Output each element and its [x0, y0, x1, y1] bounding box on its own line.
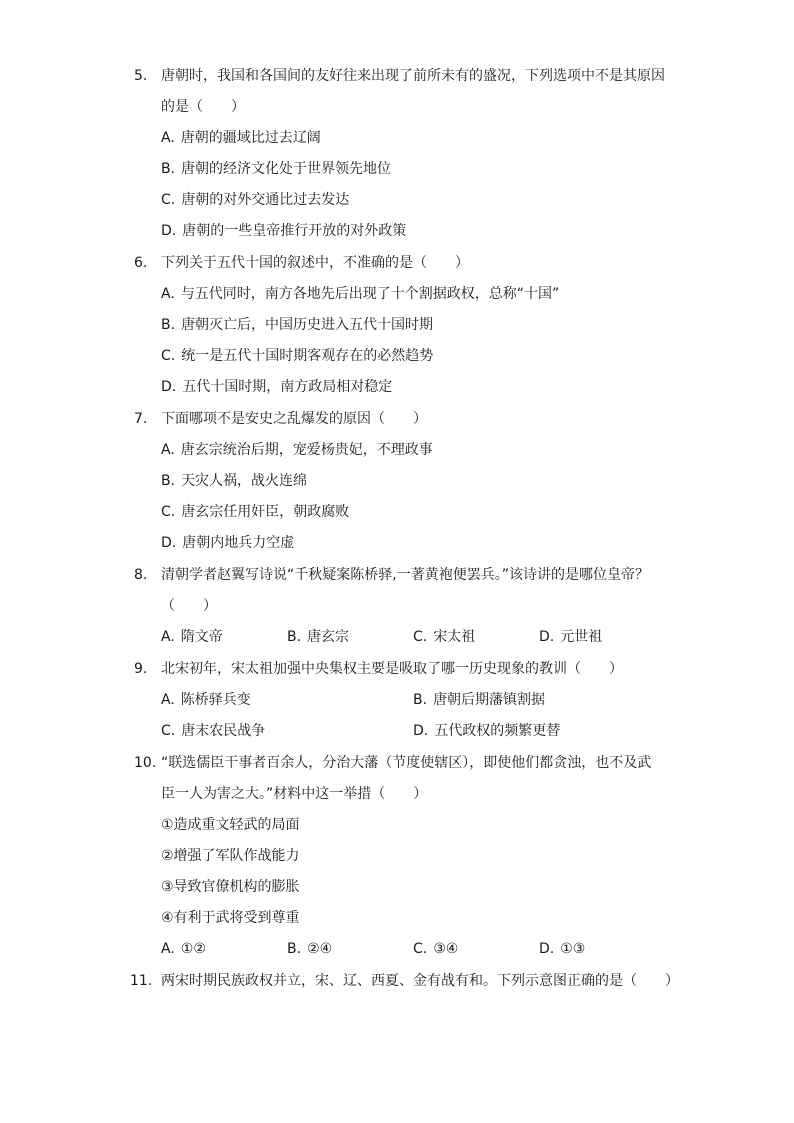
question-number: 11.	[130, 973, 153, 989]
statement: ②增强了军队作战能力	[161, 848, 300, 864]
question-stem: 的是（ ）	[161, 99, 245, 115]
option-a[interactable]: A. 隋文帝	[161, 629, 223, 645]
option-a[interactable]: A. 唐朝的疆域比过去辽阔	[161, 130, 321, 146]
option-c[interactable]: C. 唐末农民战争	[161, 723, 266, 739]
option-b[interactable]: B. 唐玄宗	[287, 629, 350, 645]
question-stem: 北宋初年，宋太祖加强中央集权主要是吸取了哪一历史现象的教训（ ）	[161, 661, 623, 677]
option-d[interactable]: D. ①③	[539, 941, 586, 957]
option-c[interactable]: C. 唐朝的对外交通比过去发达	[161, 192, 350, 208]
question-stem: 唐朝时，我国和各国间的友好往来出现了前所未有的盛况，下列选项中不是其原因	[161, 68, 665, 84]
question-number: 10.	[134, 755, 157, 771]
question-number: 6.	[134, 255, 148, 271]
option-b[interactable]: B. 唐朝后期藩镇割据	[413, 692, 546, 708]
option-c[interactable]: C. 统一是五代十国时期客观存在的必然趋势	[161, 348, 434, 364]
option-d[interactable]: D. 元世祖	[539, 629, 603, 645]
option-c[interactable]: C. 宋太祖	[413, 629, 476, 645]
option-d[interactable]: D. 五代政权的频繁更替	[413, 723, 561, 739]
option-d[interactable]: D. 唐朝的一些皇帝推行开放的对外政策	[161, 223, 407, 239]
question-stem: “联选儒臣干事者百余人，分治大藩（节度使辖区），即使他们都贪浊，也不及武	[161, 755, 652, 771]
question-number: 5.	[134, 68, 148, 84]
question-stem: （ ）	[161, 598, 217, 614]
question-stem: 下列关于五代十国的叙述中，不准确的是（ ）	[161, 255, 469, 271]
statement: ④有利于武将受到尊重	[161, 910, 300, 926]
option-d[interactable]: D. 五代十国时期，南方政局相对稳定	[161, 379, 393, 395]
option-a[interactable]: A. 陈桥驿兵变	[161, 692, 251, 708]
question-stem: 两宋时期民族政权并立，宋、辽、西夏、金有战有和。下列示意图正确的是（ ）	[161, 973, 679, 989]
option-d[interactable]: D. 唐朝内地兵力空虚	[161, 535, 295, 551]
option-b[interactable]: B. 唐朝灭亡后，中国历史进入五代十国时期	[161, 317, 434, 333]
option-a[interactable]: A. ①②	[161, 941, 206, 957]
option-b[interactable]: B. ②④	[287, 941, 333, 957]
option-c[interactable]: C. ③④	[413, 941, 459, 957]
question-stem: 下面哪项不是安史之乱爆发的原因（ ）	[161, 411, 427, 427]
statement: ①造成重文轻武的局面	[161, 817, 300, 833]
statement: ③导致官僚机构的膨胀	[161, 879, 300, 895]
option-c[interactable]: C. 唐玄宗任用奸臣，朝政腐败	[161, 504, 350, 520]
option-a[interactable]: A. 唐玄宗统治后期，宠爱杨贵妃，不理政事	[161, 442, 433, 458]
question-number: 9.	[134, 661, 148, 677]
question-stem: 臣一人为害之大。”材料中这一举措（ ）	[161, 786, 428, 802]
question-stem: 清朝学者赵翼写诗说“千秋疑案陈桥驿,一著黄袍便罢兵。”该诗讲的是哪位皇帝？	[161, 567, 649, 583]
option-a[interactable]: A. 与五代同时，南方各地先后出现了十个割据政权，总称“十国”	[161, 286, 560, 302]
option-b[interactable]: B. 天灾人祸，战火连绵	[161, 473, 308, 489]
question-number: 8.	[134, 567, 148, 583]
option-b[interactable]: B. 唐朝的经济文化处于世界领先地位	[161, 161, 392, 177]
question-number: 7.	[134, 411, 148, 427]
